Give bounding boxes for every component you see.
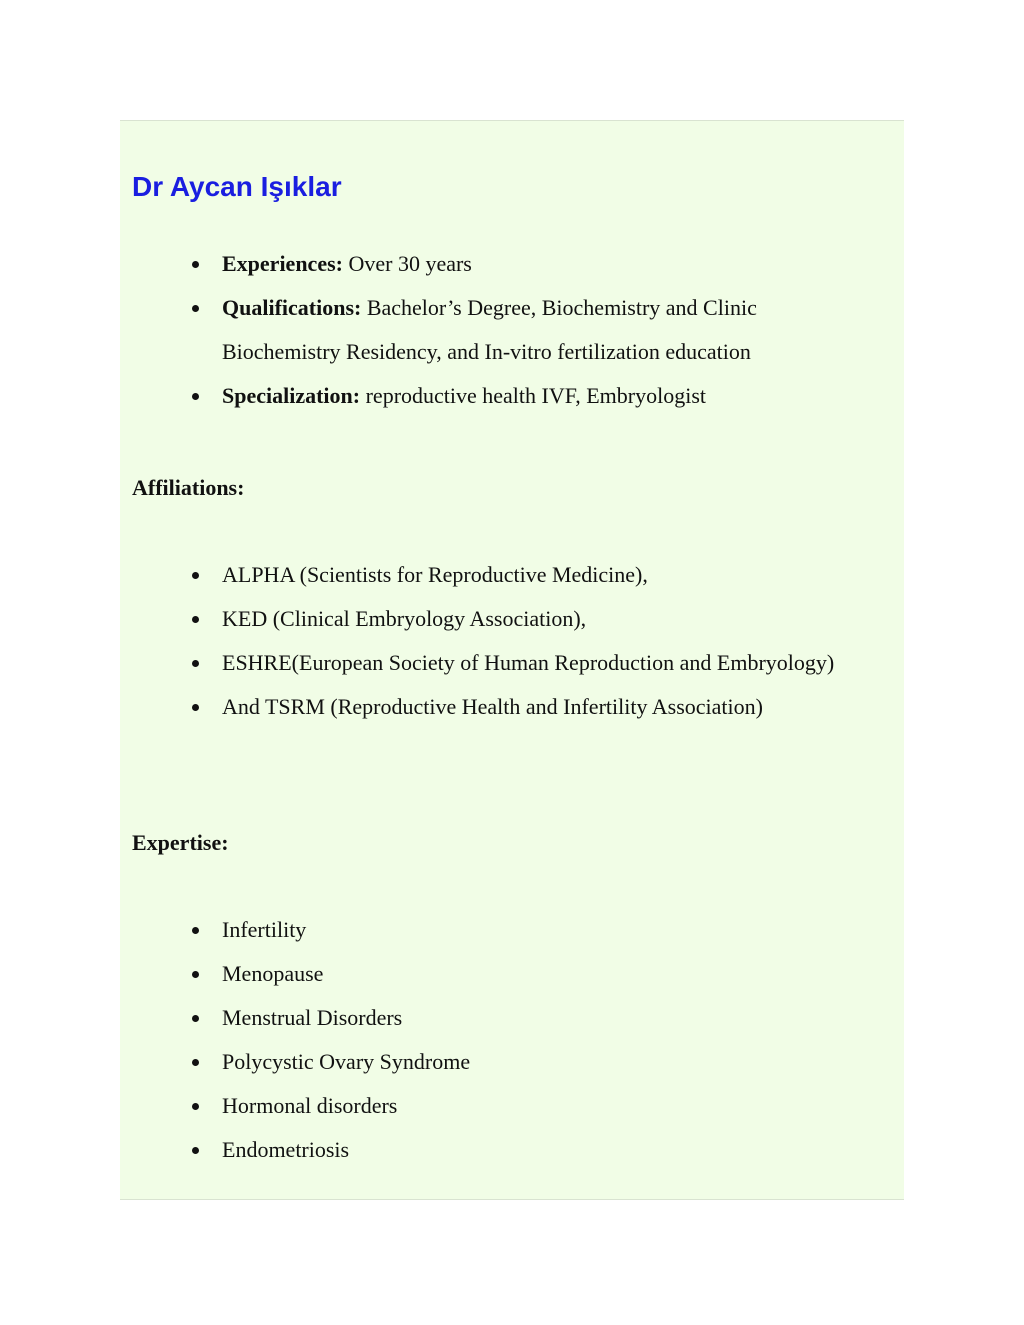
bullet-icon — [192, 616, 199, 623]
list-item — [222, 908, 860, 952]
bullet-icon — [192, 572, 199, 579]
detail-value: Bachelor’s Degree, Biochemistry and Clinic Biochemistry Residency, and In-vitro fertilization education — [222, 295, 757, 364]
list-item — [222, 1040, 860, 1084]
expertise-text: Menopause — [222, 961, 324, 986]
bullet-icon — [192, 971, 199, 978]
doctor-profile-panel — [120, 120, 904, 1200]
bullet-icon — [192, 1147, 199, 1154]
bullet-icon — [192, 927, 199, 934]
list-item — [222, 685, 860, 729]
expertise-text: Endometriosis — [222, 1137, 350, 1162]
list-item — [222, 952, 860, 996]
bullet-icon — [192, 1103, 199, 1110]
profile-details-list — [120, 242, 860, 418]
affiliation-text: ALPHA (Scientists for Reproductive Medicine), — [222, 562, 648, 587]
detail-item-experiences — [222, 242, 860, 286]
affiliation-text: ESHRE(European Society of Human Reproduction and Embryology) — [222, 650, 835, 675]
detail-item-specialization — [222, 374, 860, 418]
bullet-icon — [192, 261, 199, 268]
detail-item-qualifications — [222, 286, 860, 374]
bullet-icon — [192, 660, 199, 667]
detail-label: Qualifications: — [222, 295, 362, 320]
list-item — [222, 641, 860, 685]
expertise-text: Menstrual Disorders — [222, 1005, 403, 1030]
affiliations-heading: Affiliations: — [132, 475, 245, 500]
bullet-icon — [192, 1059, 199, 1066]
expertise-text: Hormonal disorders — [222, 1093, 398, 1118]
bullet-icon — [192, 305, 199, 312]
expertise-heading: Expertise: — [132, 830, 229, 855]
doctor-name-title: Dr Aycan Işıklar — [132, 171, 342, 202]
bullet-icon — [192, 393, 199, 400]
bullet-icon — [192, 704, 199, 711]
detail-value: reproductive health IVF, Embryologist — [365, 383, 706, 408]
list-item — [222, 1084, 860, 1128]
detail-label: Experiences: — [222, 251, 343, 276]
detail-label: Specialization: — [222, 383, 361, 408]
expertise-text: Polycystic Ovary Syndrome — [222, 1049, 471, 1074]
list-item — [222, 597, 860, 641]
affiliation-text: And TSRM (Reproductive Health and Infertility Association) — [222, 694, 763, 719]
detail-value: Over 30 years — [348, 251, 472, 276]
expertise-text: Infertility — [222, 917, 307, 942]
expertise-list — [120, 908, 860, 1172]
bullet-icon — [192, 1015, 199, 1022]
list-item — [222, 553, 860, 597]
affiliation-text: KED (Clinical Embryology Association), — [222, 606, 587, 631]
list-item — [222, 996, 860, 1040]
affiliations-list — [120, 553, 860, 729]
list-item — [222, 1128, 860, 1172]
